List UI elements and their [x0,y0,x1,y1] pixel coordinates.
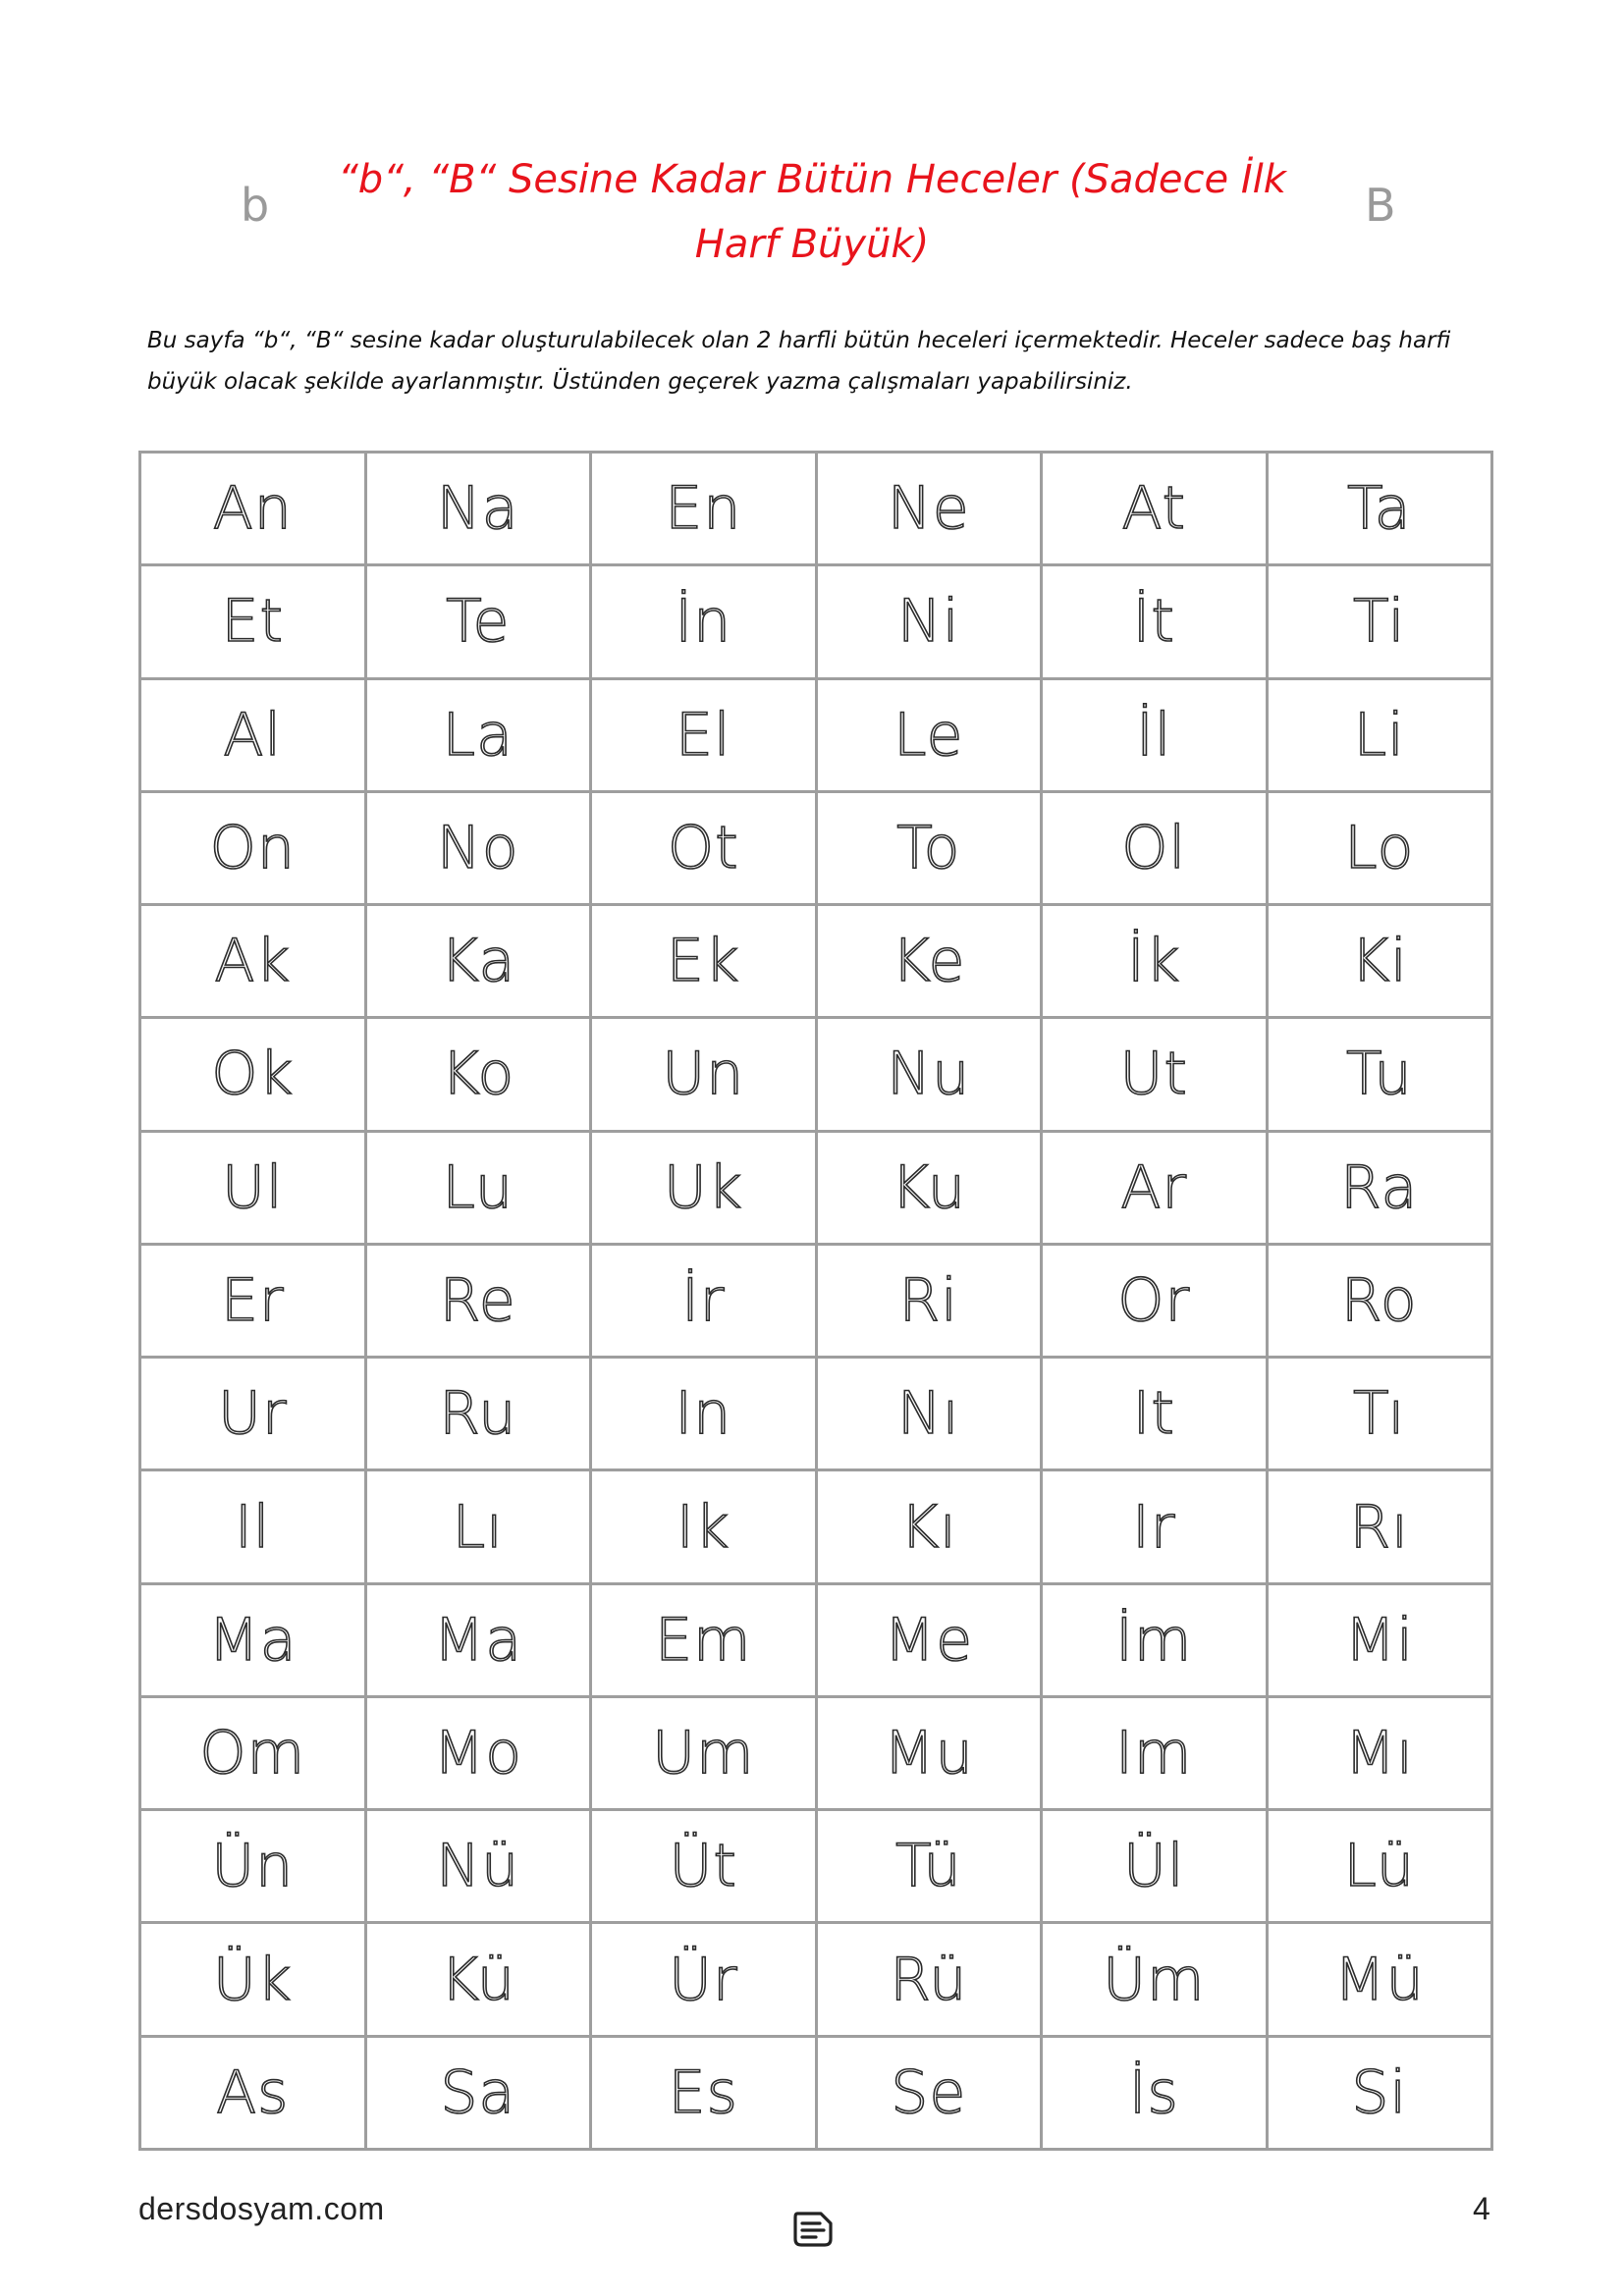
syllable-text: Mı [1344,1719,1414,1789]
syllable-cell [365,1810,591,1923]
grid-row [140,1923,1492,2036]
syllable-text: Ut [1119,1040,1188,1109]
syllable-cell [140,1923,366,2036]
syllable-text: As [216,2057,290,2127]
syllable-text: Ru [439,1379,517,1449]
syllable-text: Ur [217,1379,288,1449]
syllable-text: İm [1115,1605,1193,1675]
syllable-cell [140,1470,366,1583]
syllable-cell [140,678,366,791]
syllable-cell [365,565,591,678]
grid-row [140,1131,1492,1244]
syllable-cell [591,1358,817,1470]
syllable-cell [365,1923,591,2036]
syllable-cell [140,1696,366,1809]
syllable-cell [591,791,817,904]
syllable-cell [816,1923,1042,2036]
syllable-text: Or [1117,1265,1191,1335]
syllable-text: Ok [211,1040,295,1109]
syllable-cell [140,791,366,904]
syllable-text: Te [446,587,511,657]
syllable-text: La [442,700,514,770]
syllable-text: En [665,474,742,544]
syllable-cell [365,1696,591,1809]
syllable-cell [365,791,591,904]
syllable-cell [1267,1696,1492,1809]
syllable-cell [1267,1358,1492,1470]
syllable-cell [591,1018,817,1131]
syllable-text: Uk [663,1152,743,1222]
syllable-cell [591,1131,817,1244]
syllable-cell [1267,453,1492,565]
syllable-cell [140,905,366,1018]
syllable-text: Mi [1344,1605,1414,1675]
syllable-cell [1267,1131,1492,1244]
page-number: 4 [1473,2191,1490,2226]
syllable-text: Na [436,474,519,544]
syllable-cell [591,2036,817,2149]
syllable-cell [591,1470,817,1583]
syllable-cell [816,1018,1042,1131]
syllable-cell [1267,1923,1492,2036]
syllable-cell [1042,1583,1268,1696]
grid-row [140,1583,1492,1696]
syllable-text: Er [220,1265,285,1335]
syllable-text: Ki [1350,927,1408,996]
syllable-cell [140,1131,366,1244]
syllable-text: Ka [440,927,516,996]
syllable-grid [138,451,1493,2151]
syllable-cell [1042,1244,1268,1357]
corner-letter-lowercase: b [241,179,270,232]
syllable-text: İl [1136,700,1172,770]
grid-row [140,1696,1492,1809]
syllable-cell [1267,565,1492,678]
syllable-text: Lı [452,1492,504,1562]
syllable-cell [591,1583,817,1696]
syllable-text: Um [652,1719,755,1789]
syllable-cell [140,565,366,678]
syllable-cell [1042,1358,1268,1470]
syllable-text: Im [1115,1719,1193,1789]
syllable-text: Ri [898,1265,958,1335]
syllable-text: Sa [440,2057,516,2127]
syllable-cell [1267,1470,1492,1583]
grid-row [140,1244,1492,1357]
syllable-text: Se [891,2057,967,2127]
grid-row [140,565,1492,678]
syllable-text: Nü [436,1832,520,1901]
grid-row [140,1358,1492,1470]
syllable-text: At [1121,474,1186,544]
syllable-cell [140,1810,366,1923]
syllable-text: Ma [433,1605,523,1675]
grid-row [140,791,1492,904]
syllable-text: İt [1132,587,1175,657]
syllable-text: Ul [221,1152,284,1222]
syllable-cell [1267,1018,1492,1131]
syllable-text: Me [884,1605,974,1675]
syllable-cell [591,1923,817,2036]
syllable-text: Ra [1340,1152,1419,1222]
syllable-cell [365,453,591,565]
syllable-cell [365,1244,591,1357]
syllable-text: Ot [667,813,739,882]
syllable-text: İk [1127,927,1181,996]
syllable-cell [1042,453,1268,565]
intro-paragraph: Bu sayfa “b“, “B“ sesine kadar oluşturulabilecek olan 2 harfli bütün heceleri içermektedir. Heceler sadece baş harfi büyük olacak şekilde ayarlanmıştır. Üstünden geçerek yazma çalışmaları yapabilirsiniz. [147,328,1451,395]
syllable-cell [816,2036,1042,2149]
syllable-cell [140,1018,366,1131]
syllable-cell [1267,1244,1492,1357]
syllable-text: Tı [1353,1379,1406,1449]
syllable-cell [816,1244,1042,1357]
syllable-cell [140,2036,366,2149]
syllable-text: Re [439,1265,516,1335]
syllable-cell [1042,905,1268,1018]
syllable-text: Ün [211,1832,295,1901]
syllable-text: Ko [441,1040,515,1109]
syllable-cell [1042,1810,1268,1923]
syllable-text: Ik [677,1492,731,1562]
syllable-text: Nu [887,1040,971,1109]
syllable-text: Ni [896,587,960,657]
syllable-text: Ür [668,1945,738,2014]
syllable-text: Tu [1345,1040,1413,1109]
syllable-text: Om [199,1719,306,1789]
syllable-cell [816,1810,1042,1923]
syllable-text: Kı [899,1492,957,1562]
syllable-cell [591,905,817,1018]
syllable-text: Li [1353,700,1405,770]
grid-row [140,2036,1492,2149]
syllable-text: Lo [1344,813,1415,882]
grid-row [140,905,1492,1018]
syllable-text: In [675,1379,732,1449]
syllable-text: To [896,813,961,882]
syllable-text: Ti [1353,587,1406,657]
syllable-cell [816,1131,1042,1244]
syllable-text: Ma [207,1605,298,1675]
syllable-cell [1042,1923,1268,2036]
syllable-text: İr [681,1265,726,1335]
page-title [334,147,1290,277]
syllable-cell [365,2036,591,2149]
syllable-cell [1042,1018,1268,1131]
page-title-line2: Harf Büyük) [694,222,930,267]
syllable-text: Si [1351,2057,1408,2127]
syllable-text: Mu [883,1719,974,1789]
syllable-cell [816,678,1042,791]
syllable-cell [591,678,817,791]
syllable-cell [591,565,817,678]
syllable-cell [1267,678,1492,791]
syllable-cell [591,1810,817,1923]
syllable-text: Üt [669,1832,737,1901]
syllable-cell [1267,905,1492,1018]
syllable-text: Al [223,700,283,770]
syllable-text: Ir [1132,1492,1176,1562]
syllable-text: Kü [440,1945,515,2014]
syllable-cell [365,905,591,1018]
syllable-cell [365,1018,591,1131]
syllable-text: Lü [1343,1832,1415,1901]
syllable-text: On [209,813,296,882]
grid-row [140,1810,1492,1923]
syllable-cell [365,1583,591,1696]
syllable-text: Ar [1120,1152,1188,1222]
syllable-grid-body [140,453,1492,2150]
syllable-cell [816,565,1042,678]
syllable-text: Mo [433,1719,522,1789]
syllable-cell [816,905,1042,1018]
syllable-cell [816,791,1042,904]
syllable-cell [1042,678,1268,791]
syllable-text: Ük [212,1945,293,2014]
grid-row [140,678,1492,791]
syllable-text: Un [662,1040,745,1109]
syllable-cell [1042,791,1268,904]
grid-row [140,453,1492,565]
syllable-text: Ol [1121,813,1187,882]
syllable-text: Lu [442,1152,514,1222]
document-lines-icon [791,2210,835,2249]
syllable-text: Le [893,700,964,770]
syllable-text: Ne [887,474,970,544]
syllable-text: Nı [896,1379,960,1449]
syllable-text: Rü [890,1945,968,2014]
syllable-text: İs [1128,2057,1179,2127]
syllable-cell [140,1358,366,1470]
syllable-cell [365,678,591,791]
syllable-cell [591,1696,817,1809]
syllable-cell [1042,1470,1268,1583]
syllable-cell [140,1244,366,1357]
syllable-text: No [436,813,519,882]
syllable-cell [591,1244,817,1357]
syllable-cell [816,1470,1042,1583]
syllable-cell [816,1583,1042,1696]
syllable-cell [1042,2036,1268,2149]
page-title-line1: “b“, “B“ Sesine Kadar Bütün Heceler (Sadece İlk [338,157,1286,202]
syllable-cell [1267,1810,1492,1923]
syllable-text: Rı [1349,1492,1409,1562]
syllable-cell [1267,2036,1492,2149]
syllable-text: An [212,474,293,544]
syllable-cell [816,453,1042,565]
syllable-cell [1267,1583,1492,1696]
syllable-text: It [1132,1379,1175,1449]
syllable-text: Ta [1347,474,1412,544]
corner-letter-uppercase: B [1365,179,1396,232]
grid-row [140,1018,1492,1131]
syllable-cell [1042,1696,1268,1809]
syllable-text: Es [668,2057,738,2127]
syllable-text: Ke [892,927,966,996]
syllable-text: Et [221,587,284,657]
syllable-text: Ku [891,1152,966,1222]
syllable-cell [140,1583,366,1696]
syllable-cell [365,1131,591,1244]
syllable-cell [365,1470,591,1583]
syllable-cell [816,1358,1042,1470]
grid-row [140,1470,1492,1583]
syllable-text: Ek [666,927,740,996]
syllable-text: El [675,700,731,770]
syllable-text: Mü [1333,1945,1425,2014]
syllable-text: Tü [894,1832,962,1901]
syllable-text: İn [675,587,732,657]
syllable-cell [1042,1131,1268,1244]
syllable-text: Il [235,1492,271,1562]
syllable-cell [1042,565,1268,678]
syllable-cell [365,1358,591,1470]
syllable-text: Ak [214,927,292,996]
syllable-cell [140,453,366,565]
syllable-text: Em [655,1605,752,1675]
footer-site: dersdosyam.com [138,2191,385,2226]
syllable-cell [1267,791,1492,904]
syllable-text: Ül [1122,1832,1185,1901]
syllable-text: Üm [1103,1945,1206,2014]
syllable-cell [591,453,817,565]
syllable-text: Ro [1340,1265,1418,1335]
syllable-cell [816,1696,1042,1809]
